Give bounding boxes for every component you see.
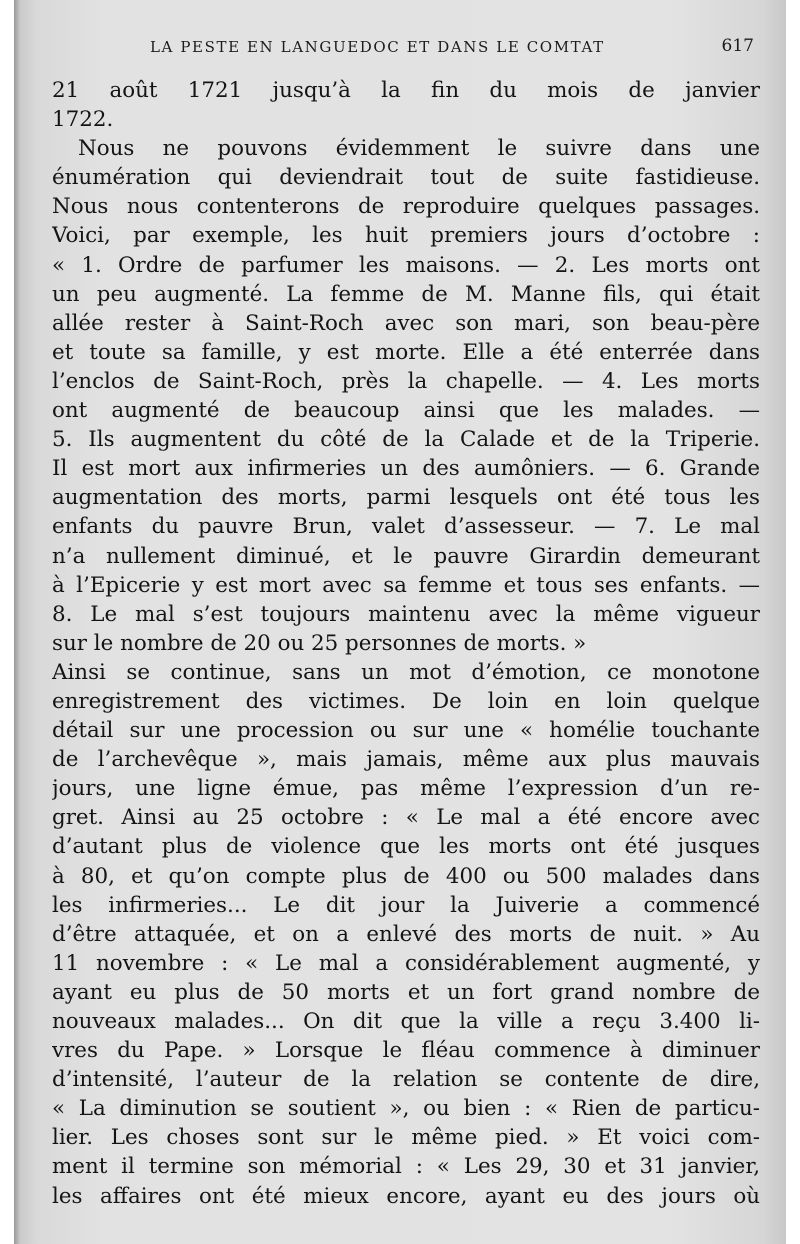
body-text [52, 76, 760, 1211]
text-line: d’intensité, l’auteur de la relation se contente de dire, [52, 1067, 760, 1093]
text-line: lier. Les choses sont sur le même pied. » Et voici com- [52, 1125, 760, 1151]
text-line: allée rester à Saint-Roch avec son mari, son beau-père [52, 310, 760, 336]
text-line: un peu augmenté. La femme de M. Manne fils, qui était [52, 281, 760, 307]
text-line: gret. Ainsi au 25 octobre : « Le mal a été encore avec [52, 805, 760, 831]
page-number: 617 [721, 36, 754, 56]
text-line: Nous nous contenterons de reproduire quelques passages. [52, 194, 760, 220]
text-line: augmentation des morts, parmi lesquels ont été tous les [52, 485, 760, 511]
text-line: les affaires ont été mieux encore, ayant eu des jours où [52, 1183, 760, 1209]
text-line: de l’archevêque », mais jamais, même aux plus mauvais [52, 747, 760, 773]
text-line: d’être attaquée, et on a enlevé des morts de nuit. » Au [52, 921, 760, 947]
text-line: enregistrement des victimes. De loin en loin quelque [52, 688, 760, 714]
text-line: 11 novembre : « Le mal a considérablement augmenté, y [52, 950, 760, 976]
text-line: 5. Ils augmentent du côté de la Calade et de la Triperie. [52, 427, 760, 453]
text-line: n’a nullement diminué, et le pauvre Girardin demeurant [52, 543, 760, 569]
text-line: à 80, et qu’on compte plus de 400 ou 500 malades dans [52, 863, 760, 889]
text-line: nouveaux malades... On dit que la ville a reçu 3.400 li- [52, 1009, 760, 1034]
text-line: ayant eu plus de 50 morts et un fort grand nombre de [52, 979, 760, 1005]
text-line: les infirmeries... Le dit jour la Juiverie a commencé [52, 892, 760, 918]
text-line: 21 août 1721 jusqu’à la fin du mois de janvier [52, 78, 760, 103]
text-line: « 1. Ordre de parfumer les maisons. — 2. Les morts ont [52, 252, 760, 278]
book-page [14, 0, 786, 1244]
text-line: l’enclos de Saint-Roch, près la chapelle. — 4. Les morts [52, 368, 760, 394]
running-title: LA PESTE EN LANGUEDOC ET DANS LE COMTAT [150, 38, 605, 56]
text-line: 8. Le mal s’est toujours maintenu avec la même vigueur [52, 601, 760, 627]
text-line: d’autant plus de violence que les morts ont été jusques [52, 834, 760, 860]
text-line: Il est mort aux infirmeries un des aumôniers. — 6. Grande [52, 456, 760, 482]
page-header [54, 36, 754, 60]
text-line: ment il termine son mémorial : « Les 29, 30 et 31 janvier, [52, 1154, 760, 1180]
text-line: énumération qui deviendrait tout de suite fastidieuse. [52, 165, 760, 191]
text-line: vres du Pape. » Lorsque le fléau commence à diminuer [52, 1038, 760, 1064]
text-line: enfants du pauvre Brun, valet d’assesseur. — 7. Le mal [52, 514, 760, 540]
text-line: à l’Epicerie y est mort avec sa femme et tous ses enfants. — [52, 572, 760, 598]
text-line: sur le nombre de 20 ou 25 personnes de morts. » [52, 630, 587, 656]
text-line: « La diminution se soutient », ou bien : « Rien de particu- [52, 1096, 760, 1122]
text-line: détail sur une procession ou sur une « homélie touchante [52, 718, 760, 744]
text-line: Ainsi se continue, sans un mot d’émotion, ce monotone [52, 659, 760, 685]
text-line: jours, une ligne émue, pas même l’expression d’un re- [52, 776, 760, 802]
text-line: et toute sa famille, y est morte. Elle a été enterrée dans [52, 339, 760, 365]
text-line: Voici, par exemple, les huit premiers jours d’octobre : [52, 223, 760, 249]
text-line: 1722. [52, 107, 114, 133]
text-line: ont augmenté de beaucoup ainsi que les malades. — [52, 398, 760, 424]
text-line: Nous ne pouvons évidemment le suivre dans une [78, 136, 760, 162]
